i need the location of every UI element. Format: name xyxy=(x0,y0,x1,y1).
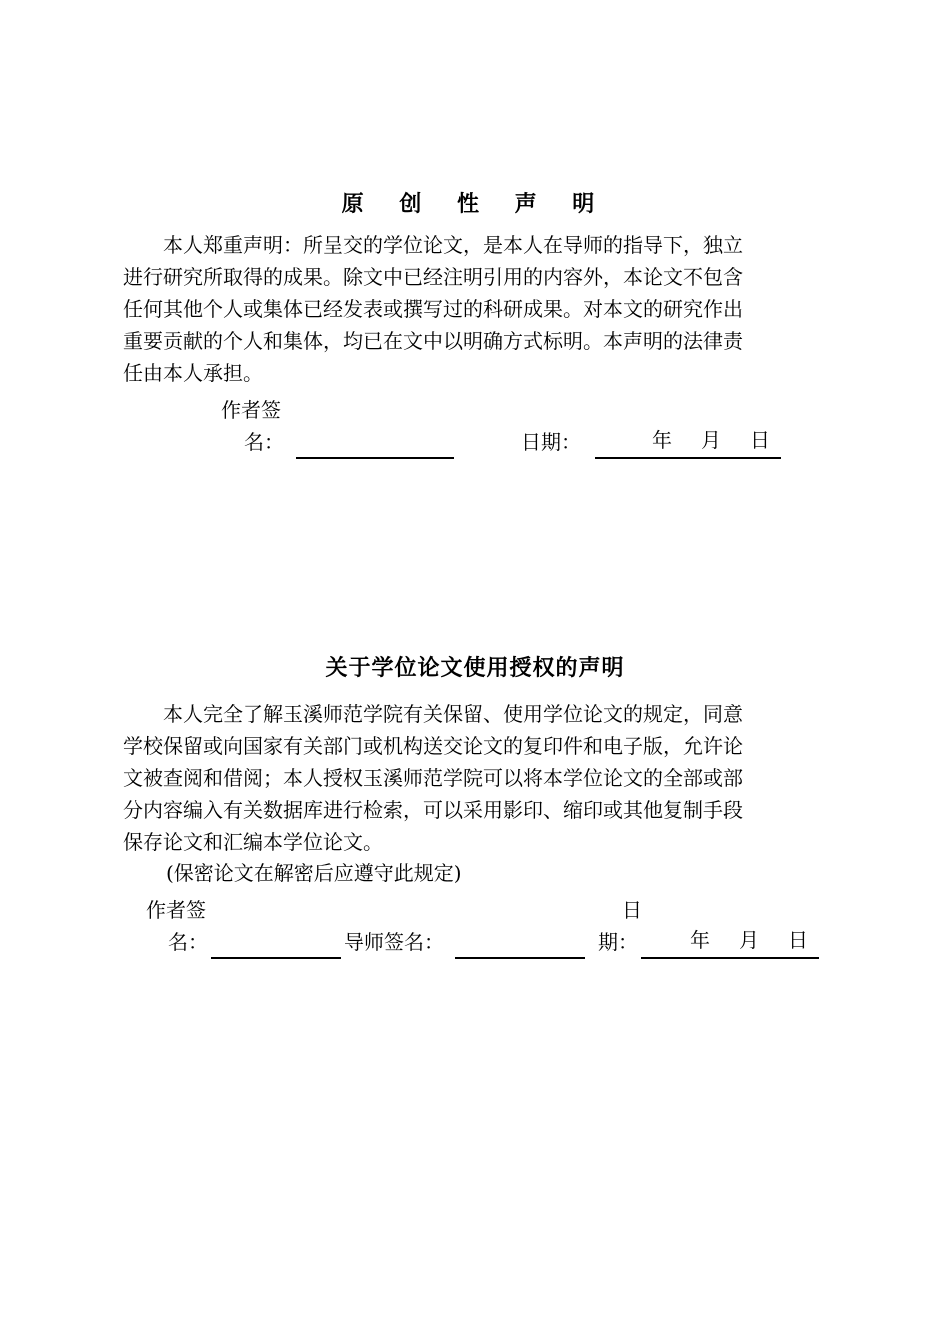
date-label-part2: 期： xyxy=(598,930,638,954)
date-label-part1: 日 xyxy=(622,898,642,922)
date-line[interactable] xyxy=(641,957,819,959)
date-month: 月 xyxy=(701,428,721,452)
advisor-signature-line[interactable] xyxy=(455,957,585,959)
author-signature-line[interactable] xyxy=(296,457,454,459)
originality-paragraph-line: 本人郑重声明：所呈交的学位论文，是本人在导师的指导下，独立 xyxy=(123,233,743,257)
date-line[interactable] xyxy=(595,457,781,459)
date-label: 日期： xyxy=(521,430,581,454)
originality-paragraph-line: 进行研究所取得的成果。除文中已经注明引用的内容外，本论文不包含 xyxy=(123,265,743,289)
authorization-paragraph-line: 学校保留或向国家有关部门或机构送交论文的复印件和电子版，允许论 xyxy=(123,734,743,758)
originality-paragraph-line: 重要贡献的个人和集体，均已在文中以明确方式标明。本声明的法律责 xyxy=(123,329,743,353)
originality-paragraph-line: 任何其他个人或集体已经发表或撰写过的科研成果。对本文的研究作出 xyxy=(123,297,743,321)
date-year: 年 xyxy=(652,428,672,452)
authorization-paragraph-line: 文被查阅和借阅；本人授权玉溪师范学院可以将本学位论文的全部或部 xyxy=(123,766,743,790)
confidential-note: (保密论文在解密后应遵守此规定) xyxy=(166,861,462,885)
advisor-sign-label: 导师签名： xyxy=(344,930,444,954)
author-sign-label-part2: 名： xyxy=(168,930,208,954)
author-sign-label-part1: 作者签 xyxy=(146,898,206,922)
date-month: 月 xyxy=(739,928,759,952)
author-sign-label-part1: 作者签 xyxy=(221,398,281,422)
authorization-paragraph-line: 本人完全了解玉溪师范学院有关保留、使用学位论文的规定，同意 xyxy=(123,702,743,726)
authorization-title: 关于学位论文使用授权的声明 xyxy=(325,655,625,681)
authorization-paragraph-line: 保存论文和汇编本学位论文。 xyxy=(123,830,383,854)
author-sign-label-part2: 名： xyxy=(244,430,284,454)
date-day: 日 xyxy=(750,428,770,452)
author-signature-line[interactable] xyxy=(211,957,341,959)
date-day: 日 xyxy=(788,928,808,952)
date-year: 年 xyxy=(690,928,710,952)
originality-paragraph-line: 任由本人承担。 xyxy=(123,361,263,385)
originality-title: 原 创 性 声 明 xyxy=(341,191,609,217)
authorization-paragraph-line: 分内容编入有关数据库进行检索，可以采用影印、缩印或其他复制手段 xyxy=(123,798,743,822)
